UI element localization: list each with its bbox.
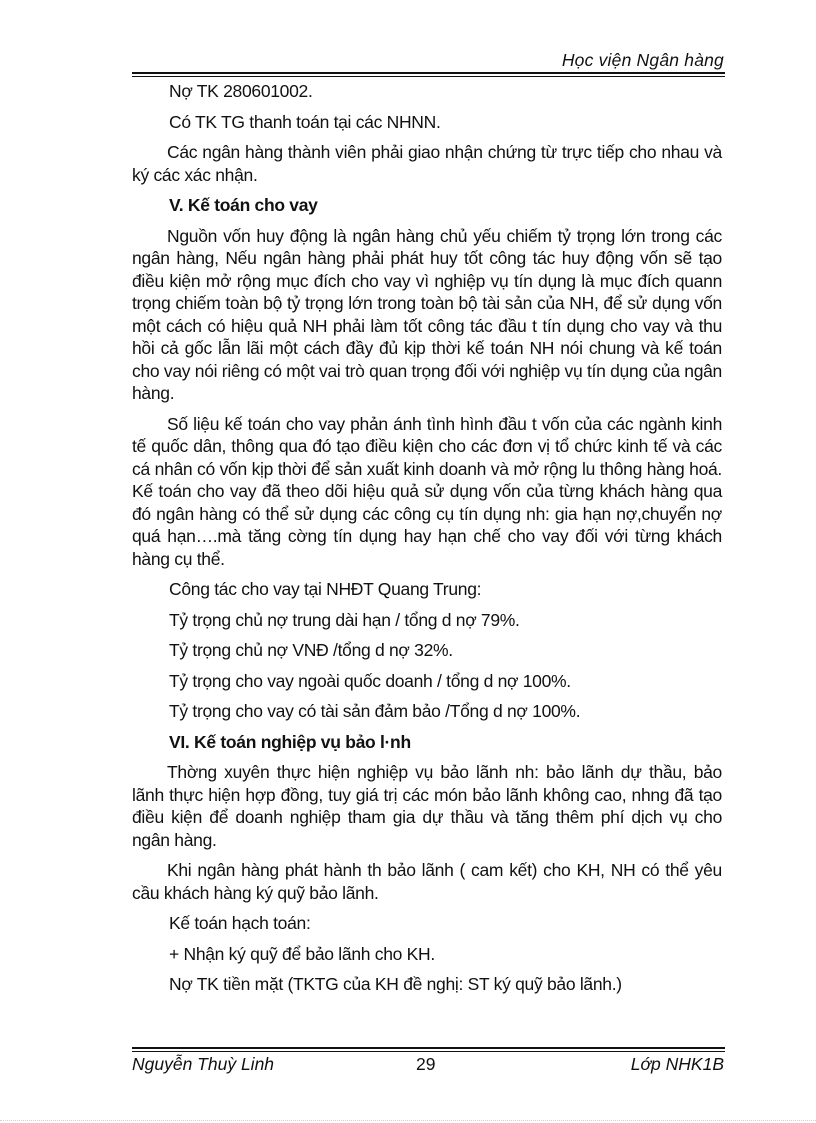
list-line: Tỷ trọng chủ nợ VNĐ /tổng d nợ 32%. [169,640,453,660]
list-line: Tỷ trọng cho vay có tài sản đảm bảo /Tổng d nợ 100%. [169,701,581,721]
paragraph: Số liệu kế toán cho vay phản ánh tình hình đầu t vốn của các ngành kinh tế quốc dân, thông qua đó tạo điều kiện cho các đơn vị tổ chức kinh tế và các cá nhân có vốn kịp thời để sản xuất kinh doanh và mở rộng lu thông hàng hoá. Kế toán cho vay đã theo dõi hiệu quả sử dụng vốn của từng khách hàng qua đó ngân hàng có thể sử dụng các công cụ tín dụng nh: gia hạn nợ,chuyển nợ quá hạn….mà tăng cờng tín dụng hay hạn chế cho vay đối với từng khách hàng cụ thể. [132,413,722,569]
section-heading: VI. Kế toán nghiệp vụ bảo l·nh [169,731,411,752]
list-line: + Nhận ký quỹ để bảo lãnh cho KH. [169,943,435,964]
list-line: Tỷ trọng chủ nợ trung dài hạn / tổng d nợ 79%. [169,609,520,630]
body-content [132,80,722,1004]
header-title: Học viện Ngân hàng [561,50,724,70]
footer-rule-thick [132,1047,725,1049]
entry-debit-line: Nợ TK 280601002. [169,81,313,101]
paragraph: Các ngân hàng thành viên phải giao nhận chứng từ trực tiếp cho nhau và ký các xác nhận. [132,142,722,185]
section-heading: V. Kế toán cho vay [169,195,318,215]
list-line: Công tác cho vay tại NHĐT Quang Trung: [169,579,482,599]
paragraph: Nguồn vốn huy động là ngân hàng chủ yếu chiếm tỷ trọng lớn trong các ngân hàng, Nếu ngân hàng phải phát huy tốt công tác huy động vốn sẽ tạo điều kiện mở rộng mục đích cho vay vì nghiệp vụ tín dụng là mục đích quann trọng chiếm toàn bộ tỷ trọng lớn trong toàn bộ tài sản của NH, để sử dụng vốn một cách có hiệu quả NH phải làm tốt công tác đầu t tín dụng cho vay và thu hồi cả gốc lẫn lãi một cách đầy đủ kịp thời kế toán NH nói chung và kế toán cho vay nói riêng có một vai trò quan trọng đối với nghiệp vụ tín dụng của ngân hàng. [132,225,722,403]
footer-author: Nguyễn Thuỳ Linh [132,1054,275,1074]
paragraph: Thờng xuyên thực hiện nghiệp vụ bảo lãnh nh: bảo lãnh dự thầu, bảo lãnh thực hiện hợp đồng, tuy giá trị các món bảo lãnh không cao, nhng đã tạo điều kiện để doanh nghiệp tham gia dự thầu và tăng thêm phí dịch vụ cho ngân hàng. [132,762,722,850]
footer-class: Lớp NHK1B [630,1054,724,1074]
list-line: Kế toán hạch toán: [169,913,311,933]
header-rule-thin [132,76,725,77]
page-edge-dotted-line [0,1120,816,1122]
list-line: Nợ TK tiền mặt (TKTG của KH đề nghị: ST ký quỹ bảo lãnh.) [169,974,622,994]
page-number: 29 [416,1054,436,1074]
footer-rule-thin [132,1051,725,1052]
list-line: Tỷ trọng cho vay ngoài quốc doanh / tổng d nợ 100%. [169,670,571,691]
paragraph: Khi ngân hàng phát hành th bảo lãnh ( cam kết) cho KH, NH có thể yêu cầu khách hàng ký quỹ bảo lãnh. [132,860,722,903]
entry-credit-line: Có TK TG thanh toán tại các NHNN. [169,111,441,132]
header-rule-thick [132,72,725,74]
